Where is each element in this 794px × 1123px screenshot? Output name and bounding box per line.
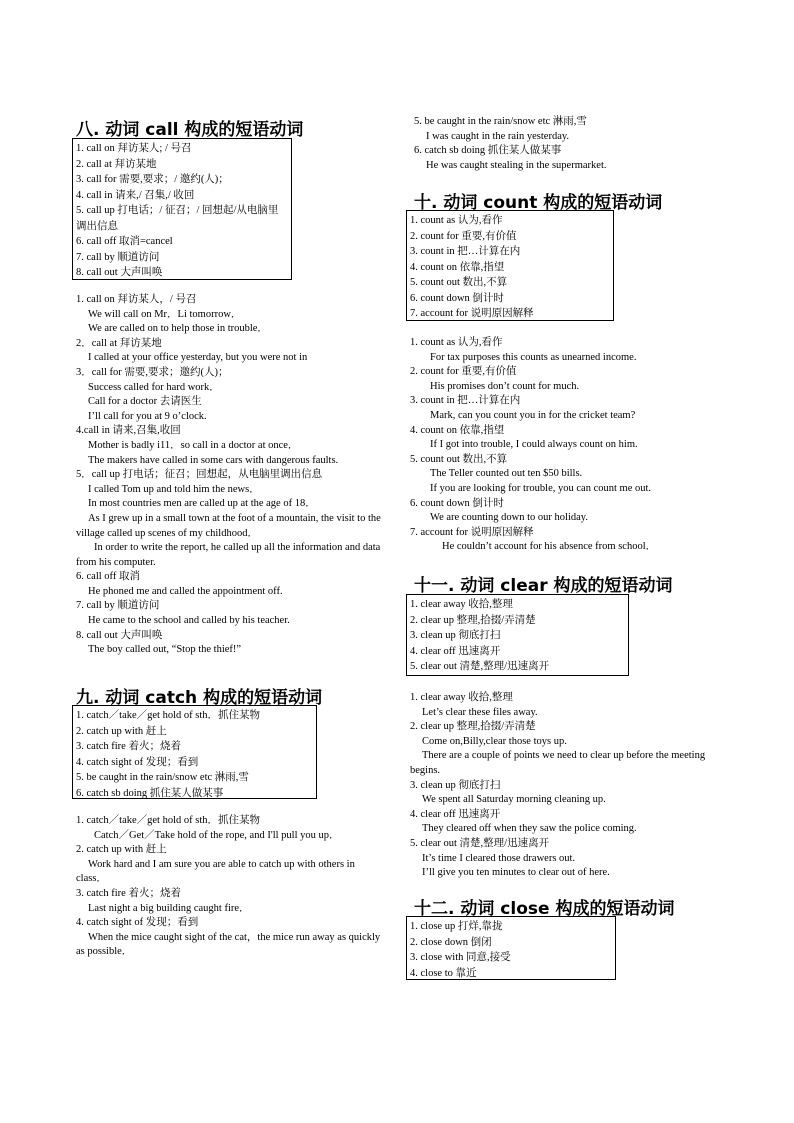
- list-item: 6. count down 倒计时: [410, 292, 504, 304]
- list-item: 1. call on 拜访某人; / 号召: [76, 143, 192, 154]
- example-sentence: I called at your office yesterday, but you were not in: [88, 352, 308, 364]
- phrase-heading: 1. catch／take／get hold of sth．抓住某物: [76, 815, 261, 826]
- phrase-heading: 3. catch fire 着火；烧着: [76, 887, 181, 899]
- phrase-heading: 6. call off 取消: [76, 571, 140, 583]
- section-11-summary-box: [406, 594, 629, 676]
- phrase-heading: 1. clear away 收拾,整理: [410, 692, 513, 703]
- example-sentence: We spent all Saturday morning cleaning up.: [422, 794, 606, 806]
- list-item: 3. close with 同意,接受: [410, 952, 511, 963]
- list-item: 2. clear up 整理,拾掇/弄清楚: [410, 614, 536, 626]
- list-item: 4. clear off 迅速离开: [410, 645, 501, 657]
- section-10-examples: [410, 336, 722, 555]
- section-8-summary-box: [72, 138, 292, 280]
- phrase-heading: 7. account for 说明原因解释: [410, 526, 534, 538]
- section-8-title: 八. 动词 call 构成的短语动词: [76, 120, 304, 140]
- section-11-examples: [410, 691, 716, 881]
- example-sentence: I was caught in the rain yesterday.: [426, 130, 570, 142]
- example-sentence: The makers have called in some cars with dangerous faults.: [88, 454, 339, 466]
- section-12-summary-box: [406, 916, 616, 980]
- section-8-examples: [76, 293, 388, 658]
- example-sentence: In most countries men are called up at the age of 18．: [88, 498, 316, 510]
- phrase-heading: 3. clean up 彻底打扫: [410, 779, 501, 791]
- example-sentence: I’ll give you ten minutes to clear out of here.: [422, 867, 610, 879]
- phrase-heading: 2. clear up 整理,拾掇/弄清楚: [410, 721, 536, 733]
- list-item: 1. catch／take／get hold of sth．抓住某物: [76, 710, 261, 721]
- phrase-heading: 4.call in 请来,召集,收回: [76, 425, 181, 437]
- example-sentence: Mark, can you count you in for the cricket team?: [430, 409, 636, 421]
- example-sentence: Come on,Billy,clear those toys up.: [422, 735, 567, 747]
- list-item: 5. call up 打电话；/ 征召；/ 回想起/从电脑里调出信息: [76, 205, 279, 232]
- phrase-heading: 4. count on 依靠,指望: [410, 424, 505, 436]
- example-sentence: Mother is badly i11．so call in a doctor at once．: [88, 439, 299, 451]
- list-item: 2. close down 倒闭: [410, 936, 492, 948]
- phrase-heading: 2．call at 拜访某地: [76, 337, 162, 349]
- list-item: 4. count on 依靠,指望: [410, 261, 505, 273]
- list-item: 4. catch sight of 发现；看到: [76, 756, 199, 768]
- list-item: 1. clear away 收拾,整理: [410, 599, 513, 610]
- list-item: 7. account for 说明原因解释: [410, 308, 534, 319]
- section-9-title: 九. 动词 catch 构成的短语动词: [76, 688, 323, 708]
- phrase-heading: 5. count out 数出,不算: [410, 453, 508, 465]
- example-sentence: He was caught stealing in the supermarket.: [426, 159, 607, 171]
- section-9-summary-box: [72, 705, 317, 799]
- section-9-examples: [76, 814, 386, 960]
- phrase-heading: 3．call for 需要,要求；邀约(人)；: [76, 366, 229, 378]
- phrase-heading: 5. clear out 清楚,整理/迅速离开: [410, 837, 550, 849]
- section-11-title: 十一. 动词 clear 构成的短语动词: [414, 576, 673, 596]
- phrase-heading: 2. count for 重要,有价值: [410, 366, 517, 378]
- list-item: 1. close up 打烊,靠拢: [410, 921, 503, 932]
- list-item: 6. call off 取消=cancel: [76, 236, 173, 247]
- example-sentence: Success called for hard work．: [88, 381, 220, 393]
- example-sentence: I’ll call for you at 9 o’clock.: [88, 410, 207, 422]
- list-item: 3. count in 把…计算在内: [410, 246, 521, 257]
- phrase-heading: 5．call up 打电话；征召；回想起，从电脑里调出信息: [76, 469, 323, 481]
- phrase-heading: 4. catch sight of 发现；看到: [76, 917, 199, 929]
- example-sentence: Let’s clear these files away.: [422, 706, 538, 718]
- list-item: 1. count as 认为,看作: [410, 215, 503, 226]
- example-sentence: If you are looking for trouble, you can count me out.: [430, 482, 652, 494]
- example-sentence: They cleared off when they saw the police coming.: [422, 823, 637, 835]
- list-item: 2. count for 重要,有价值: [410, 230, 517, 242]
- example-sentence: We are counting down to our holiday.: [430, 512, 588, 524]
- phrase-heading: 1. count as 认为,看作: [410, 337, 503, 348]
- list-item: 3. call for 需要,要求；/ 邀约(人)；: [76, 174, 229, 185]
- list-item: 4. call in 请来,/ 召集,/ 收回: [76, 189, 195, 201]
- phrase-heading: 1. call on 拜访某人，/ 号召: [76, 294, 197, 305]
- list-item: 6. catch sb doing 抓住某人做某事: [76, 787, 224, 799]
- phrase-heading: 6. catch sb doing 抓住某人做某事: [414, 145, 562, 157]
- list-item: 2. catch up with 赶上: [76, 725, 167, 737]
- example-sentence: He couldn’t account for his absence from school．: [442, 541, 657, 553]
- example-sentence: We will call on Mr．Li tomorrow．: [88, 308, 242, 320]
- section-10-title: 十. 动词 count 构成的短语动词: [414, 193, 663, 213]
- phrase-heading: 3. count in 把…计算在内: [410, 395, 521, 407]
- example-sentence: Call for a doctor 去请医生: [88, 396, 202, 408]
- example-sentence: When the mice caught sight of the cat，the mice run away as quickly as possible．: [76, 931, 381, 958]
- section-12-title: 十二. 动词 close 构成的短语动词: [414, 899, 675, 919]
- phrase-heading: 2. catch up with 赶上: [76, 844, 167, 856]
- example-sentence: He phoned me and called the appointment off.: [88, 585, 283, 597]
- list-item: 5. be caught in the rain/snow etc 淋雨,雪: [76, 772, 249, 783]
- example-sentence: As I grew up in a small town at the foot of a mountain, the visit to the village called up scenes of my childhood．: [76, 512, 381, 539]
- example-sentence: I called Tom up and told him the news．: [88, 483, 260, 495]
- example-sentence: For tax purposes this counts as unearned income.: [430, 351, 637, 363]
- phrase-heading: 6. count down 倒计时: [410, 497, 504, 509]
- example-sentence: The Teller counted out ten $50 bills.: [430, 468, 583, 480]
- example-sentence: His promises don’t count for much.: [430, 380, 580, 392]
- phrase-heading: 5. be caught in the rain/snow etc 淋雨,雪: [414, 116, 587, 127]
- list-item: 5. count out 数出,不算: [410, 277, 508, 288]
- phrase-heading: 8. call out 大声叫唤: [76, 629, 163, 641]
- example-sentence: He came to the school and called by his teacher.: [88, 615, 290, 627]
- section-9-examples-continued: [414, 115, 724, 173]
- list-item: 3. clean up 彻底打扫: [410, 630, 501, 641]
- list-item: 7. call by 顺道访问: [76, 251, 160, 263]
- example-sentence: It’s time I cleared those drawers out.: [422, 852, 576, 864]
- phrase-heading: 7. call by 顺道访问: [76, 600, 160, 612]
- phrase-heading: 4. clear off 迅速离开: [410, 808, 501, 820]
- example-sentence: Last night a big building caught fire．: [88, 902, 250, 914]
- example-sentence: Work hard and I am sure you are able to catch up with others in class．: [76, 858, 355, 885]
- list-item: 2. call at 拜访某地: [76, 158, 157, 170]
- example-sentence: We are called on to help those in trouble．: [88, 323, 268, 335]
- example-sentence: If I got into trouble, I could always count on him.: [430, 439, 638, 451]
- example-sentence: Catch／Get／Take hold of the rope, and I'll pull you up．: [94, 829, 340, 841]
- list-item: 3. catch fire 着火；烧着: [76, 741, 181, 752]
- list-item: 5. clear out 清楚,整理/迅速离开: [410, 661, 550, 672]
- section-10-summary-box: [406, 210, 614, 321]
- list-item: 8. call out 大声叫唤: [76, 267, 163, 278]
- list-item: 4. close to 靠近: [410, 967, 477, 979]
- example-sentence: In order to write the report, he called up all the information and data from his computer.: [76, 542, 381, 568]
- example-sentence: The boy called out, “Stop the thief!”: [88, 644, 242, 656]
- example-sentence: There are a couple of points we need to clear up before the meeting begins.: [410, 750, 706, 776]
